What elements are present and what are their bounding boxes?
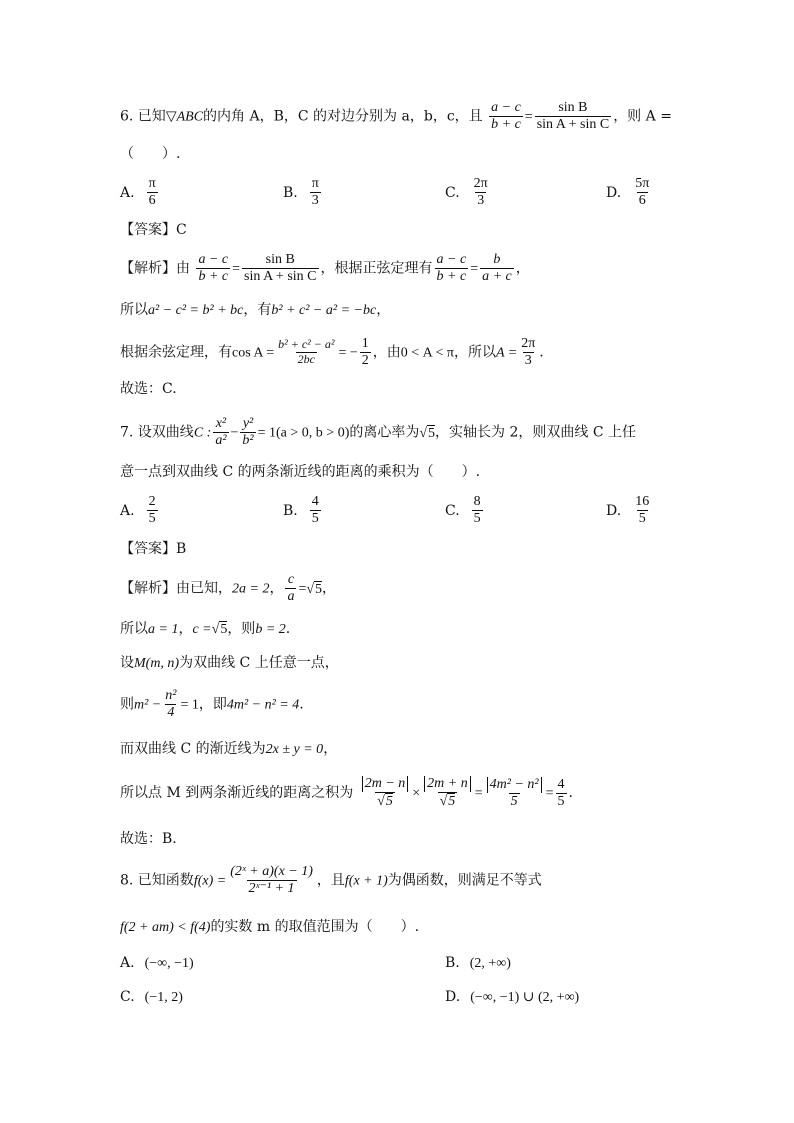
q6-fraction-2: $\frac{\text{sin B}}{\text{sin A + sin C}}$ (536, 100, 610, 133)
q7-analysis-line2: 所以a = 1，c =√5，则b = 2. (120, 621, 291, 637)
q7-analysis-line4: 则m² − $\frac{\text{n²}}{4}$ = 1，即4m² − n² = 4. (120, 688, 304, 721)
q7-option-b[interactable]: B. $\frac{4}{5}$ (283, 494, 319, 527)
q8-stem-line2: f(2 + am) < f(4)的实数 m 的取值范围为（ ）. (120, 919, 420, 935)
q7-analysis-line6: 所以点 M 到两条渐近线的距离之积为 $\frac{2m - n}{√5}$ × $\frac{2m + n}{√5}$ = $\frac{\text{4m² − n²}}{5}$ = $\frac{4}{5}$ . (120, 776, 573, 810)
triangle-name: ABC (176, 109, 204, 125)
q6-analysis-line3: 根据余弦定理，有cos A = $\frac{\text{b² + c² − a²}}{2bc}$ = − $\frac{1}{2}$ ，由0 < A < π，所以A = $\frac{2\pi}{3}$ . (120, 336, 544, 369)
q7-stem-line2: 意一点到双曲线 C 的两条渐近线的距离的乘积为（ ）. (120, 464, 481, 480)
q8-stem-line1: 8. 已知函数f(x) = $\frac{\text{(2ˣ + a)(x − 1)}}{\text{2ˣ⁻¹ + 1}}$ ，且f(x + 1)为偶函数，则满足不等式 (120, 864, 542, 897)
q6-fraction-1: $\frac{a - c}{b + c}$ (491, 100, 521, 133)
q7-analysis-line5: 而双曲线 C 的渐近线为2x ± y = 0， (120, 741, 338, 757)
q7-stem-line1: 7. 设双曲线C : $\frac{\text{x²}}{\text{a²}}$ − $\frac{\text{y²}}{\text{b²}}$ = 1(a > 0, b > 0)的离心率为√5，实轴长为 2，则双曲线 C 上任 (120, 416, 637, 449)
q6-analysis-line2: 所以a² − c² = b² + bc，有b² + c² − a² = −bc， (120, 302, 391, 318)
q6-answer: 【答案】C (120, 222, 187, 238)
q6-analysis-line1: 【解析】由 $\frac{a - c}{b + c}$ = $\frac{\text{sin B}}{\text{sin A + sin C}}$ ，根据正弦定理有 $\frac{a - c}{b + c}$ = $\frac{b}{a + c}$ ， (120, 252, 530, 285)
q8-option-c[interactable]: C. (−1, 2) (120, 989, 183, 1005)
q7-answer: 【答案】B (120, 541, 187, 557)
q6-stem-text: 的内角 A，B，C 的对边分别为 a，b，c，且 (203, 108, 483, 125)
q6-option-a[interactable]: A. $\frac{\pi}{6}$ (120, 176, 156, 209)
q8-option-a[interactable]: A. (−∞, −1) (120, 955, 194, 971)
q6-stem-suffix: ，则 A = (613, 108, 672, 125)
q6-choose: 故选：C. (120, 381, 177, 397)
q7-option-c[interactable]: C. $\frac{8}{5}$ (445, 494, 481, 527)
q6-stem-line1: 6. 已知▽ABC的内角 A，B，C 的对边分别为 a，b，c，且 $\frac{a - c}{b + c}$ = $\frac{\text{sin B}}{\text{sin A + sin C}}$ ，则 A = (120, 100, 672, 133)
q7-option-a[interactable]: A. $\frac{2}{5}$ (120, 494, 156, 527)
q8-option-b[interactable]: B. (2, +∞) (445, 955, 511, 971)
q8-option-d[interactable]: D. (−∞, −1) ∪ (2, +∞) (445, 989, 580, 1005)
q6-option-c[interactable]: C. $\frac{2\pi}{3}$ (445, 176, 488, 209)
q7-choose: 故选：B. (120, 831, 177, 847)
q6-option-b[interactable]: B. $\frac{\pi}{3}$ (283, 176, 319, 209)
q6-option-d[interactable]: D. $\frac{5\pi}{6}$ (606, 176, 650, 209)
q7-option-d[interactable]: D. $\frac{16}{5}$ (606, 494, 650, 527)
triangle-symbol: ▽ (165, 108, 177, 125)
q6-stem-line2: （ ）. (120, 146, 181, 162)
analysis-tag: 【解析】 (120, 260, 176, 277)
q7-analysis-line3: 设M(m, n)为双曲线 C 上任意一点， (120, 655, 339, 671)
q7-analysis-line1: 【解析】由已知，2a = 2， $\frac{c}{a}$ =√5， (120, 572, 337, 605)
q6-prefix: 6. 已知 (120, 108, 166, 125)
